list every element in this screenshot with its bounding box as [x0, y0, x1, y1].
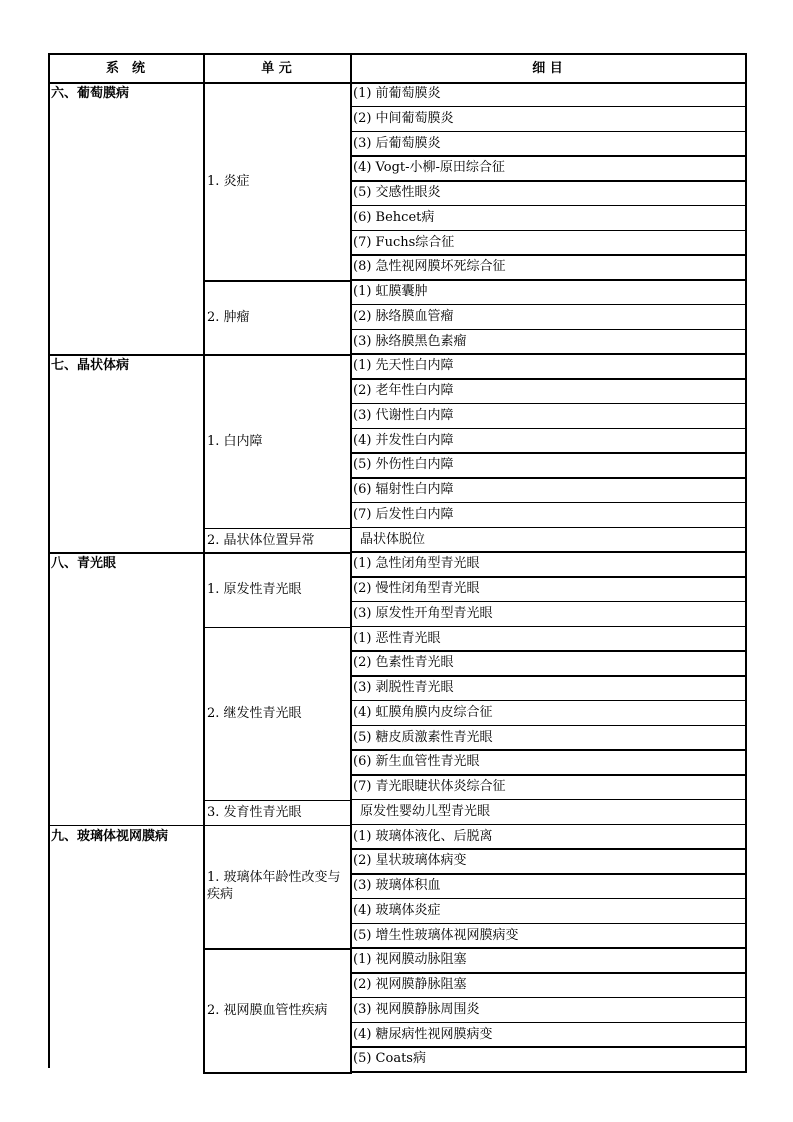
unit-cell-bottom-border	[203, 825, 352, 827]
detail-row-border	[350, 477, 747, 479]
system-name: 八、青光眼	[51, 556, 117, 572]
unit-name: 2. 视网膜血管性疾病	[207, 1003, 328, 1019]
detail-row-border	[350, 254, 747, 256]
header-unit: 单 元	[261, 61, 292, 76]
detail-row-border	[350, 452, 747, 454]
detail-item: (3) 后葡萄膜炎	[353, 135, 441, 151]
detail-item: (1) 先天性白内障	[353, 358, 454, 374]
unit-cell-bottom-border	[203, 948, 352, 950]
detail-item: (2) 星状玻璃体病变	[353, 853, 467, 869]
detail-item: (1) 视网膜动脉阻塞	[353, 952, 467, 968]
detail-right-border	[745, 701, 747, 726]
system-separator	[48, 354, 205, 356]
system-name: 七、晶状体病	[51, 358, 130, 374]
detail-right-border	[745, 354, 747, 379]
detail-right-border	[745, 651, 747, 676]
unit-cell-left-border	[203, 948, 205, 1072]
detail-right-border	[745, 156, 747, 181]
detail-row-border	[350, 329, 747, 331]
unit-cell-right-border	[350, 528, 352, 553]
detail-item: (6) Behcet病	[353, 209, 435, 225]
header-right-border	[745, 53, 747, 82]
system-name: 九、玻璃体视网膜病	[51, 828, 169, 844]
detail-row-border	[350, 131, 747, 133]
detail-item: (1) 玻璃体液化、后脱离	[353, 828, 493, 844]
unit-cell-right-border	[350, 800, 352, 825]
detail-right-border	[745, 726, 747, 751]
detail-right-border	[745, 107, 747, 132]
detail-row-border	[350, 1071, 747, 1073]
detail-right-border	[745, 231, 747, 256]
unit-cell-left-border	[203, 627, 205, 800]
header-bottom-border	[48, 82, 747, 84]
detail-right-border	[745, 825, 747, 850]
detail-item: (3) 原发性开角型青光眼	[353, 605, 493, 621]
unit-name: 2. 继发性青光眼	[207, 706, 302, 722]
unit-cell-left-border	[203, 528, 205, 553]
unit-cell-left-border	[203, 825, 205, 949]
detail-row-border	[350, 650, 747, 652]
system-separator	[48, 552, 205, 554]
detail-row-border	[350, 848, 747, 850]
detail-row-border	[350, 551, 747, 553]
detail-right-border	[745, 453, 747, 478]
detail-item: (2) 色素性青光眼	[353, 655, 454, 671]
detail-item: (7) Fuchs综合征	[353, 234, 455, 250]
unit-name: 2. 晶状体位置异常	[207, 532, 315, 548]
detail-right-border	[745, 924, 747, 949]
detail-right-border	[745, 404, 747, 429]
unit-cell-bottom-border	[203, 280, 352, 282]
detail-row-border	[350, 873, 747, 875]
detail-row-border	[350, 923, 747, 925]
detail-right-border	[745, 132, 747, 157]
detail-row-border	[350, 576, 747, 578]
detail-row-border	[350, 997, 747, 999]
detail-right-border	[745, 874, 747, 899]
detail-item: (1) 前葡萄膜炎	[353, 86, 441, 101]
detail-item: (7) 后发性白内障	[353, 506, 454, 522]
unit-cell-right-border	[350, 280, 352, 354]
unit-name: 3. 发育性青光眼	[207, 805, 302, 821]
unit-cell-bottom-border	[203, 800, 352, 802]
detail-right-border	[745, 775, 747, 800]
detail-row-border	[350, 502, 747, 504]
detail-item: (2) 中间葡萄膜炎	[353, 110, 454, 126]
detail-row-border	[350, 824, 747, 826]
detail-right-border	[745, 280, 747, 305]
detail-right-border	[745, 330, 747, 355]
detail-row-border	[350, 799, 747, 801]
detail-right-border	[745, 849, 747, 874]
detail-item: (1) 恶性青光眼	[353, 630, 441, 646]
detail-row-border	[350, 972, 747, 974]
detail-row-border	[350, 353, 747, 355]
detail-item: (2) 脉络膜血管瘤	[353, 308, 454, 324]
detail-right-border	[745, 627, 747, 652]
system-separator	[48, 825, 205, 827]
detail-item: (6) 新生血管性青光眼	[353, 754, 480, 770]
detail-item: 晶状体脱位	[360, 531, 426, 547]
detail-item: (4) 并发性白内障	[353, 432, 454, 448]
detail-item: (5) 糖皮质激素性青光眼	[353, 729, 493, 745]
unit-name: 1. 玻璃体年龄性改变与疾病	[207, 870, 341, 903]
unit-cell-right-border	[350, 552, 352, 626]
detail-right-border	[745, 206, 747, 231]
unit-cell-bottom-border	[203, 1072, 352, 1074]
detail-item: (4) 虹膜角膜内皮综合征	[353, 704, 493, 720]
detail-right-border	[745, 478, 747, 503]
detail-row-border	[350, 774, 747, 776]
detail-item: (4) Vogt-小柳-原田综合征	[353, 160, 505, 176]
header-system: 系 统	[105, 61, 145, 76]
system-name: 六、葡萄膜病	[51, 86, 130, 101]
detail-item: (4) 玻璃体炎症	[353, 902, 441, 918]
detail-right-border	[745, 899, 747, 924]
detail-right-border	[745, 577, 747, 602]
unit-cell-bottom-border	[203, 528, 352, 530]
detail-row-border	[350, 106, 747, 108]
detail-item: (5) 增生性玻璃体视网膜病变	[353, 927, 519, 943]
table-top-border	[48, 53, 747, 55]
detail-row-border	[350, 378, 747, 380]
detail-item: (2) 老年性白内障	[353, 383, 454, 398]
detail-item: (2) 慢性闭角型青光眼	[353, 581, 480, 596]
detail-right-border	[745, 602, 747, 627]
unit-cell-bottom-border	[203, 354, 352, 356]
detail-row-border	[350, 304, 747, 306]
detail-right-border	[745, 379, 747, 404]
unit-cell-right-border	[350, 948, 352, 1072]
unit-cell-bottom-border	[203, 627, 352, 629]
detail-right-border	[745, 973, 747, 998]
detail-row-border	[350, 700, 747, 702]
detail-item: (1) 虹膜囊肿	[353, 284, 428, 299]
detail-right-border	[745, 948, 747, 973]
detail-item: (3) 玻璃体积血	[353, 878, 441, 893]
detail-item: (3) 代谢性白内障	[353, 407, 454, 423]
detail-row-border	[350, 230, 747, 232]
detail-row-border	[350, 675, 747, 677]
detail-right-border	[745, 998, 747, 1023]
detail-item: (3) 脉络膜黑色素瘤	[353, 333, 467, 349]
detail-item: (3) 视网膜静脉周围炎	[353, 1001, 480, 1017]
detail-item: (7) 青光眼睫状体炎综合征	[353, 779, 506, 794]
unit-cell-left-border	[203, 354, 205, 527]
detail-right-border	[745, 503, 747, 528]
detail-item: (4) 糖尿病性视网膜病变	[353, 1026, 493, 1042]
unit-name: 2. 肿瘤	[207, 310, 250, 326]
detail-right-border	[745, 255, 747, 280]
unit-cell-left-border	[203, 552, 205, 626]
detail-item: (5) 外伤性白内障	[353, 457, 454, 473]
header-divider-1	[203, 53, 205, 82]
detail-right-border	[745, 800, 747, 825]
detail-row-border	[350, 1046, 747, 1048]
header-detail: 细 目	[532, 61, 563, 76]
detail-item: (2) 视网膜静脉阻塞	[353, 977, 467, 992]
detail-right-border	[745, 1047, 747, 1072]
detail-right-border	[745, 1023, 747, 1048]
detail-row-border	[350, 527, 747, 529]
unit-cell-left-border	[203, 280, 205, 354]
detail-row-border	[350, 626, 747, 628]
detail-row-border	[350, 205, 747, 207]
detail-right-border	[745, 429, 747, 454]
detail-row-border	[350, 898, 747, 900]
table-left-border	[48, 53, 50, 1068]
detail-item: (6) 辐射性白内障	[353, 482, 454, 497]
unit-cell-bottom-border	[203, 552, 352, 554]
detail-item: (8) 急性视网膜坏死综合征	[353, 259, 506, 275]
detail-right-border	[745, 305, 747, 330]
detail-item: (1) 急性闭角型青光眼	[353, 556, 480, 572]
detail-right-border	[745, 552, 747, 577]
detail-row-border	[350, 180, 747, 182]
detail-right-border	[745, 528, 747, 553]
detail-right-border	[745, 181, 747, 206]
detail-right-border	[745, 676, 747, 701]
detail-row-border	[350, 947, 747, 949]
header-divider-2	[350, 53, 352, 82]
detail-right-border	[745, 82, 747, 107]
detail-row-border	[350, 403, 747, 405]
unit-cell-left-border	[203, 82, 205, 280]
unit-name: 1. 白内障	[207, 433, 263, 449]
detail-row-border	[350, 725, 747, 727]
detail-item: (3) 剥脱性青光眼	[353, 680, 454, 695]
detail-item: 原发性婴幼儿型青光眼	[360, 803, 491, 819]
detail-item: (5) Coats病	[353, 1051, 426, 1067]
detail-row-border	[350, 279, 747, 281]
unit-cell-right-border	[350, 825, 352, 949]
detail-right-border	[745, 750, 747, 775]
unit-cell-left-border	[203, 800, 205, 825]
detail-row-border	[350, 749, 747, 751]
unit-name: 1. 原发性青光眼	[207, 582, 302, 598]
detail-row-border	[350, 428, 747, 430]
detail-row-border	[350, 1022, 747, 1024]
detail-item: (5) 交感性眼炎	[353, 185, 441, 200]
unit-name: 1. 炎症	[207, 174, 250, 189]
detail-row-border	[350, 155, 747, 157]
detail-row-border	[350, 601, 747, 603]
